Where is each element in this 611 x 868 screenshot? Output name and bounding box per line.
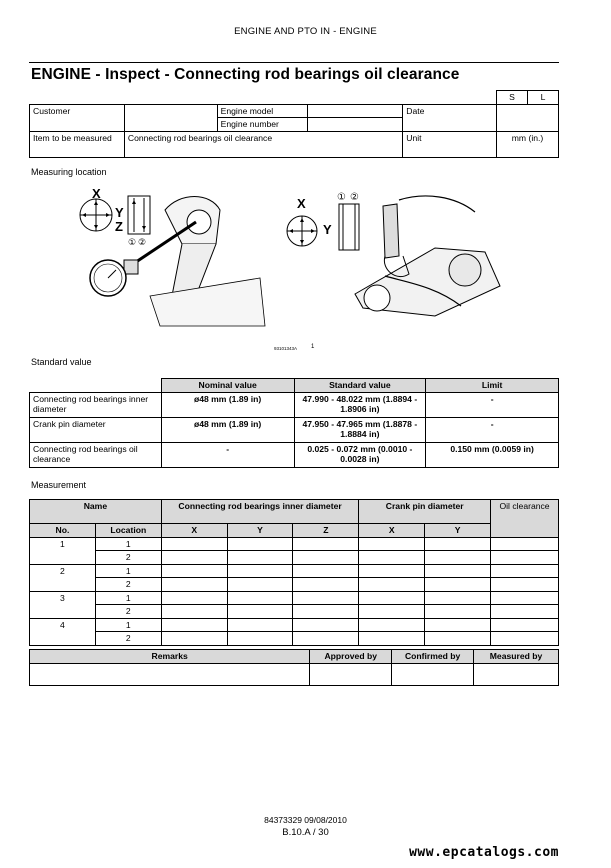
unit-value: mm (in.) xyxy=(497,131,559,157)
std-row-standard: 47.950 - 47.965 mm (1.8878 - 1.8884 in) xyxy=(294,417,426,442)
watermark: www.epcatalogs.com xyxy=(409,845,559,860)
left-z-label: Z xyxy=(115,219,123,234)
std-row-limit: 0.150 mm (0.0059 in) xyxy=(426,442,559,467)
standard-value-table xyxy=(29,378,559,468)
meas-row-no: 4 xyxy=(30,618,96,645)
meas-header-crank-pin: Crank pin diameter xyxy=(359,500,491,524)
figure-number: 1 xyxy=(311,344,315,350)
page-header: ENGINE AND PTO IN - ENGINE xyxy=(234,26,377,37)
std-row-nominal: - xyxy=(161,442,294,467)
std-row-item: Crank pin diameter xyxy=(30,417,162,442)
left-x-label: X xyxy=(92,186,101,201)
engine-number-label: Engine number xyxy=(217,118,308,132)
measurement-heading: Measurement xyxy=(31,480,87,490)
meas-header-rod-inner: Connecting rod bearings inner diameter xyxy=(161,500,359,524)
right-y-label: Y xyxy=(323,222,332,237)
meas-row-location: 1 xyxy=(95,591,161,605)
meas-row-location: 2 xyxy=(95,551,161,565)
std-row-limit: - xyxy=(426,417,559,442)
std-header-standard: Standard value xyxy=(294,379,426,393)
std-row-item: Connecting rod bearings inner diameter xyxy=(30,392,162,417)
confirmed-by-header: Confirmed by xyxy=(392,650,474,664)
item-value: Connecting rod bearings oil clearance xyxy=(124,131,402,157)
measurement-table xyxy=(29,499,559,646)
meas-row-location: 2 xyxy=(95,605,161,619)
right-x-label: X xyxy=(297,196,306,211)
left-pos-2: ② xyxy=(138,238,147,248)
engine-model-value xyxy=(308,104,403,118)
meas-header-y: Y xyxy=(227,524,293,538)
date-value xyxy=(497,104,559,131)
remarks-header: Remarks xyxy=(30,650,310,664)
left-pos-1: ① xyxy=(128,238,137,248)
meas-row-location: 2 xyxy=(95,578,161,592)
meas-header-x: X xyxy=(161,524,227,538)
meas-header-location: Location xyxy=(95,524,161,538)
meas-row-location: 1 xyxy=(95,537,161,551)
remarks-table xyxy=(29,649,559,686)
engine-model-label: Engine model xyxy=(217,104,308,118)
left-y-label: Y xyxy=(115,205,124,220)
std-header-limit: Limit xyxy=(426,379,559,393)
right-pos-1: ① xyxy=(337,192,346,203)
meas-header-name: Name xyxy=(30,500,162,524)
crank-pin-measure-figure xyxy=(285,186,510,336)
right-pos-2: ② xyxy=(350,192,359,203)
meas-row-no: 2 xyxy=(30,564,96,591)
s-cell: S xyxy=(497,91,528,105)
meas-row-location: 2 xyxy=(95,632,161,646)
measured-by-header: Measured by xyxy=(474,650,559,664)
customer-value xyxy=(124,104,217,131)
l-cell: L xyxy=(527,91,558,105)
std-row-nominal: ø48 mm (1.89 in) xyxy=(161,417,294,442)
meas-row-location: 1 xyxy=(95,564,161,578)
date-label: Date xyxy=(403,104,497,131)
footer-doc: 84373329 09/08/2010 xyxy=(264,815,347,825)
customer-label: Customer xyxy=(30,104,125,131)
std-row-item: Connecting rod bearings oil clearance xyxy=(30,442,162,467)
rod-bearing-measure-figure xyxy=(70,186,270,331)
approved-by-header: Approved by xyxy=(310,650,392,664)
meas-row-no: 3 xyxy=(30,591,96,618)
page-title: ENGINE - Inspect - Connecting rod bearings oil clearance xyxy=(31,66,460,83)
std-row-limit: - xyxy=(426,392,559,417)
unit-label: Unit xyxy=(403,131,497,157)
std-row-nominal: ø48 mm (1.89 in) xyxy=(161,392,294,417)
figure-code: 93101343A xyxy=(274,346,298,351)
engine-number-value xyxy=(308,118,403,132)
meas-row-location: 1 xyxy=(95,618,161,632)
meas-header-oil-clearance: Oil clearance xyxy=(491,500,559,538)
std-row-standard: 47.990 - 48.022 mm (1.8894 - 1.8906 in) xyxy=(294,392,426,417)
title-rule xyxy=(29,62,559,63)
meas-header-no: No. xyxy=(30,524,96,538)
std-header-nominal: Nominal value xyxy=(161,379,294,393)
measuring-location-heading: Measuring location xyxy=(31,167,107,177)
footer-page: B.10.A / 30 xyxy=(282,827,329,838)
item-label: Item to be measured xyxy=(30,131,125,157)
meas-header-y: Y xyxy=(425,524,491,538)
standard-value-heading: Standard value xyxy=(31,357,92,367)
meas-header-z: Z xyxy=(293,524,359,538)
info-table xyxy=(29,90,559,158)
meas-row-no: 1 xyxy=(30,537,96,564)
meas-header-x: X xyxy=(359,524,425,538)
std-row-standard: 0.025 - 0.072 mm (0.0010 - 0.0028 in) xyxy=(294,442,426,467)
